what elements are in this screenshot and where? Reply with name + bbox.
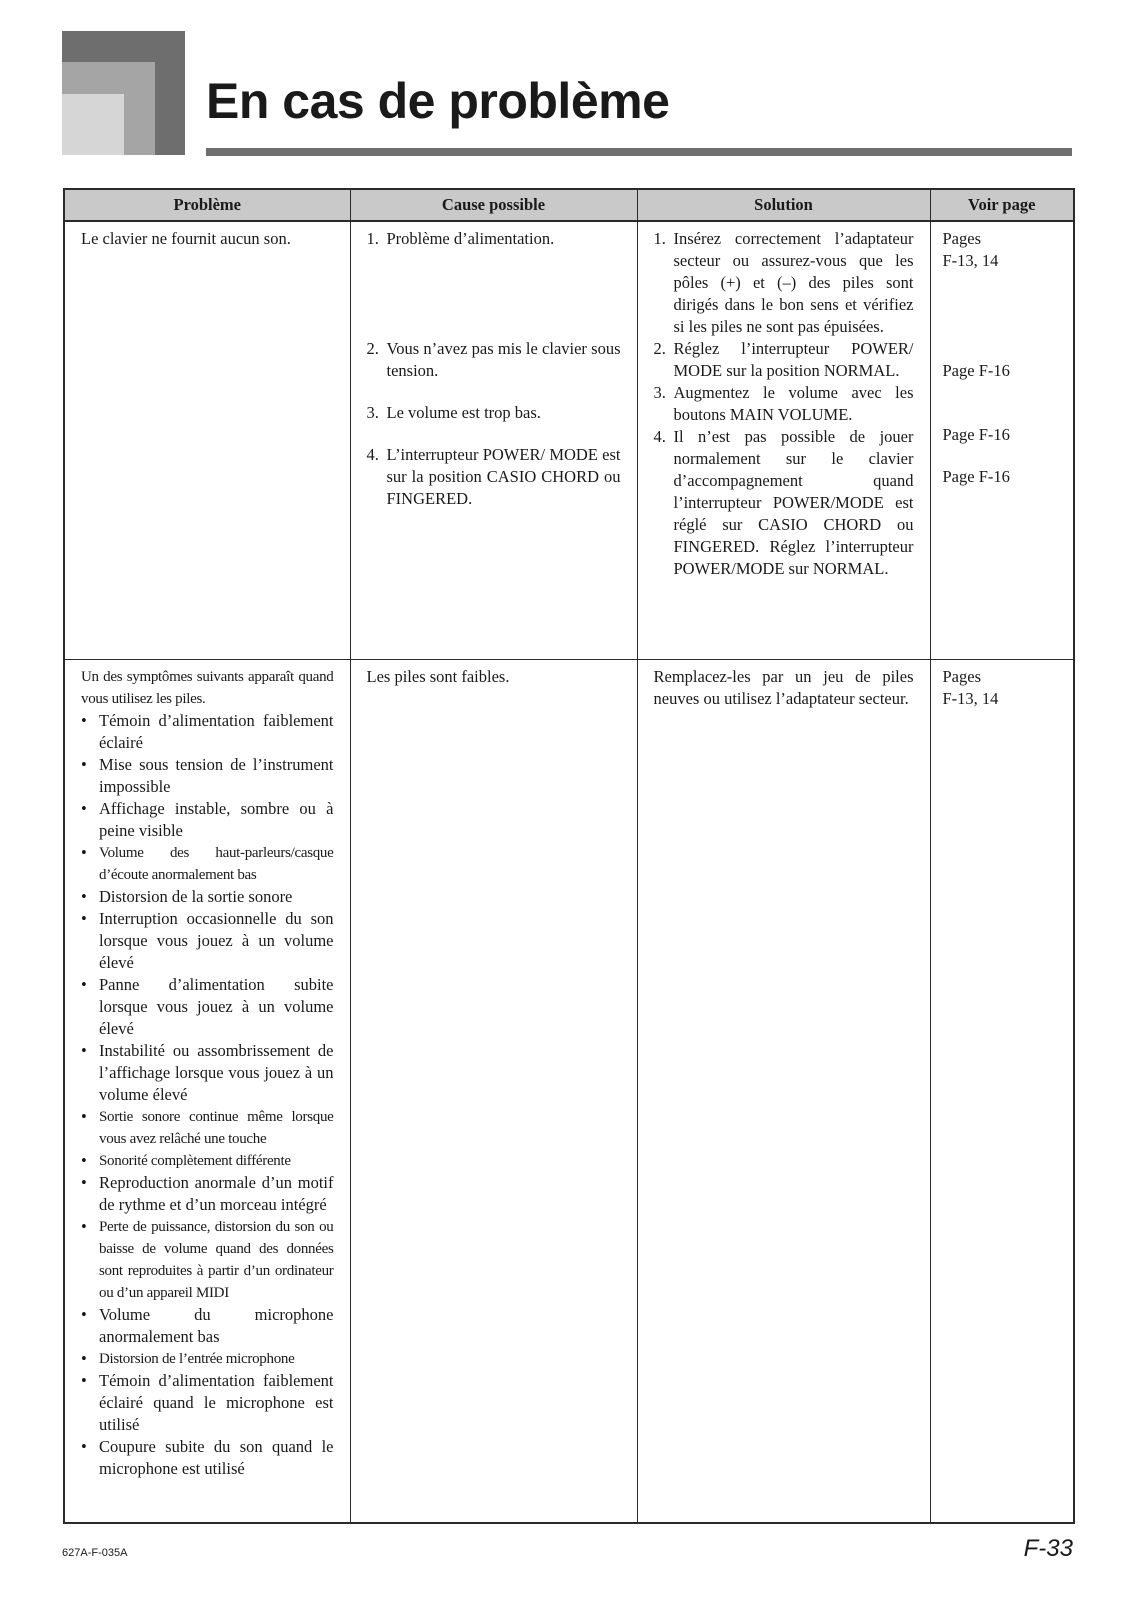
table-row [64,221,1074,659]
cause-item: 1. Problème d’alimentation. [366,229,555,248]
cause-item: 3. Le volume est trop bas. [366,403,541,422]
solution-cell [637,659,930,1523]
solution-item: 4. Il n’est pas possible de jouer normalement sur le clavier d’accompagnement quand l’interrupteur POWER/MODE est réglé sur CASIO CHORD ou FINGERED. Réglez l’interrupteur POWER/MODE sur NORMAL. [653,427,914,578]
list-item: • Coupure subite du son quand le microphone est utilisé [81,1436,334,1478]
page-ref: Pages [942,666,981,686]
list-item: • Panne d’alimentation subite lorsque vous jouez à un volume élevé [81,974,334,1038]
column-header-solution: Solution [637,189,930,221]
page-ref: Page F-16 [942,467,1010,486]
solution-text: Remplacez-les par un jeu de piles neuves ou utilisez l’adaptateur secteur. [653,666,914,708]
symptoms-list [81,710,334,1480]
column-header-cause: Cause possible [350,189,637,221]
cause-cell [350,221,637,659]
list-item: • Distorsion de la sortie sonore [81,886,293,906]
page-ref: Page F-16 [942,361,1010,380]
list-item: • Volume du microphone anormalement bas [81,1304,334,1346]
list-item: • Perte de puissance, distorsion du son ou baisse de volume quand des données sont reproduites à partir d’un ordinateur ou d’un appareil MIDI [81,1216,334,1301]
list-item: • Instabilité ou assombrissement de l’affichage lorsque vous jouez à un volume élevé [81,1040,334,1104]
list-item: • Témoin d’alimentation faiblement éclairé quand le microphone est utilisé [81,1370,334,1434]
list-item: • Reproduction anormale d’un motif de rythme et d’un morceau intégré [81,1172,334,1214]
column-header-problem: Problème [64,189,350,221]
cause-item: 2. Vous n’avez pas mis le clavier sous tension. [366,339,621,380]
solution-item: 2. Réglez l’interrupteur POWER/ MODE sur la position NORMAL. [653,339,914,380]
list-item: • Mise sous tension de l’instrument impossible [81,754,334,796]
page-number: F-33 [1023,1535,1073,1562]
list-item: • Affichage instable, sombre ou à peine visible [81,798,334,840]
document-code: 627A-F-035A [62,1547,128,1559]
page-ref: F-13, 14 [942,251,999,270]
title-rule [206,148,1072,156]
list-item: • Distorsion de l’entrée microphone [81,1348,295,1368]
cause-cell [350,659,637,1523]
page-ref: Page F-16 [942,425,1010,444]
see-page-cell [930,659,1074,1523]
troubleshooting-table [63,188,1075,1524]
problem-text: Le clavier ne fournit aucun son. [81,229,291,248]
solution-item: 1. Insérez correctement l’adaptateur secteur ou assurez-vous que les pôles (+) et (–) des piles sont dirigés dans le bon sens et vérifiez si les piles ne sont pas épuisées. [653,229,914,336]
header-block-light [62,94,124,155]
cause-item: 4. L’interrupteur POWER/ MODE est sur la position CASIO CHORD ou FINGERED. [366,445,621,508]
column-header-see-page: Voir page [930,189,1074,221]
solution-item: 3. Augmentez le volume avec les boutons MAIN VOLUME. [653,383,914,424]
list-item: • Témoin d’alimentation faiblement éclairé [81,710,334,752]
list-item: • Sonorité complètement différente [81,1150,291,1170]
solution-cell [637,221,930,659]
cause-text: Les piles sont faibles. [366,666,510,686]
see-page-cell [930,221,1074,659]
page-ref: Pages [942,229,981,248]
table-row [64,659,1074,1523]
list-item: • Volume des haut-parleurs/casque d’écoute anormalement bas [81,842,334,883]
symptoms-intro: Un des symptômes suivants apparaît quand vous utilisez les piles. [81,668,334,707]
problem-cell [64,221,350,659]
page-ref: F-13, 14 [942,688,999,708]
problem-cell [64,659,350,1523]
table-header-row [64,189,1074,221]
list-item: • Interruption occasionnelle du son lorsque vous jouez à un volume élevé [81,908,334,972]
page-title: En cas de problème [206,73,670,129]
list-item: • Sortie sonore continue même lorsque vous avez relâché une touche [81,1106,334,1147]
